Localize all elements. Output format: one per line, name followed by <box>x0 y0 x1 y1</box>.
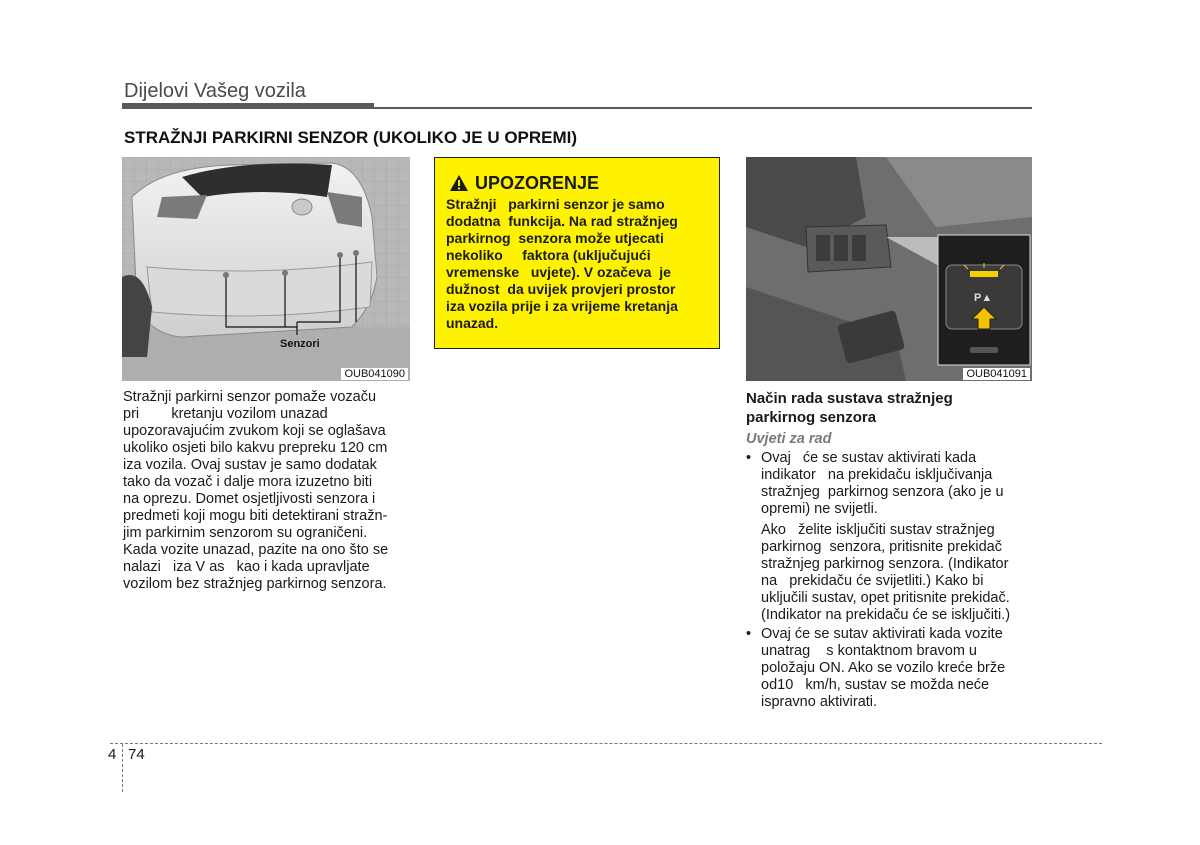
operation-section <box>746 389 1046 711</box>
text-line: unazad. <box>446 315 499 331</box>
page-number: 74 <box>128 746 145 763</box>
running-header: Dijelovi Vašeg vozila <box>124 80 306 102</box>
text-line: parkirnog senzora, pritisnite prekidač <box>761 539 1002 555</box>
warning-text <box>446 196 714 332</box>
sensors-label: Senzori <box>280 338 320 350</box>
warning-triangle-icon <box>449 174 469 192</box>
text-line: nekoliko faktora (uključujući <box>446 247 651 263</box>
figure-code: OUB041090 <box>341 368 408 380</box>
text-line: od10 km/h, sustav se možda neće <box>761 677 990 693</box>
section-title: STRAŽNJI PARKIRNI SENZOR (UKOLIKO JE U OPREMI) <box>124 128 578 147</box>
text-line: Stražnji parkirni senzor pomaže vozaču <box>123 389 377 405</box>
text-line: predmeti koji mogu biti detektirani stražn- <box>123 508 388 524</box>
text-line: nalazi iza V as kao i kada upravljate <box>123 559 370 575</box>
bullet-item <box>746 450 1046 518</box>
figure-code: OUB041091 <box>963 368 1030 380</box>
heading-line: Način rada sustava stražnjeg <box>746 390 953 407</box>
text-line: Kada vozite unazad, pazite na ono što se <box>123 542 389 558</box>
footer-rule <box>110 743 1102 744</box>
text-line: (Indikator na prekidaču će se isključiti.) <box>761 607 1011 623</box>
text-line: opremi) ne svijetli. <box>761 501 878 517</box>
dashboard-figure <box>746 157 1032 381</box>
text-line: vozilom bez stražnjeg parkirnog senzora. <box>123 576 387 592</box>
text-line: na prekidaču će svijetliti.) Kako bi <box>761 573 984 589</box>
operation-heading <box>746 389 1046 427</box>
text-line: Ako želite isključiti sustav stražnjeg <box>761 522 995 538</box>
text-line: tako da vozač i dalje mora izuzetno biti <box>123 474 373 490</box>
text-line: jim parkirnim senzorom su ograničeni. <box>123 525 368 541</box>
intro-paragraph <box>123 389 423 593</box>
text-line: stražnjeg parkirnog senzora (ako je u <box>761 484 1004 500</box>
conditions-subheading: Uvjeti za rad <box>746 431 832 447</box>
heading-line: parkirnog senzora <box>746 409 877 426</box>
warning-box <box>434 157 720 349</box>
text-line: iza vozila. Ovaj sustav je samo dodatak <box>123 457 377 473</box>
text-line: vremenske uvjete). V ozačeva je <box>446 264 671 280</box>
text-line: indikator na prekidaču isključivanja <box>761 467 993 483</box>
text-line: Stražnji parkirni senzor je samo <box>446 196 665 212</box>
text-line: uključili sustav, opet pritisnite prekidač. <box>761 590 1010 606</box>
switch-symbol: P▲ <box>974 292 993 304</box>
text-line: Ovaj će se sustav aktivirati kada <box>761 450 977 466</box>
text-line: dodatna funkcija. Na rad stražnjeg <box>446 213 678 229</box>
text-line: parkirnog senzora može utjecati <box>446 230 664 246</box>
text-line: ukoliko osjeti bilo kakvu prepreku 120 cm <box>123 440 388 456</box>
chapter-number: 4 <box>108 746 117 763</box>
bullet-icon: • <box>746 450 752 466</box>
text-line: ispravno aktivirati. <box>761 694 878 710</box>
warning-title: UPOZORENJE <box>475 173 600 193</box>
text-line: položaju ON. Ako se vozilo kreće brže <box>761 660 1006 676</box>
text-line: iza vozila prije i za vrijeme kretanja <box>446 298 678 314</box>
bullet-item <box>746 626 1046 711</box>
text-line: pri kretanju vozilom unazad <box>123 406 328 422</box>
dashboard-parking-switch-image <box>746 157 1032 381</box>
header-rule <box>374 107 1032 109</box>
text-line: na oprezu. Domet osjetljivosti senzora i <box>123 491 376 507</box>
indented-paragraph <box>746 522 1046 624</box>
bullet-icon: • <box>746 626 752 642</box>
text-line: upozoravajućim zvukom koji se oglašava <box>123 423 386 439</box>
car-rear-sensors-image <box>122 157 410 381</box>
footer-divider <box>122 744 123 792</box>
header-bar <box>122 103 374 109</box>
car-rear-figure <box>122 157 410 381</box>
text-line: dužnost da uvijek provjeri prostor <box>446 281 676 297</box>
text-line: stražnjeg parkirnog senzora. (Indikator <box>761 556 1009 572</box>
text-line: unatrag s kontaktnom bravom u <box>761 643 977 659</box>
text-line: Ovaj će se sutav aktivirati kada vozite <box>761 626 1003 642</box>
